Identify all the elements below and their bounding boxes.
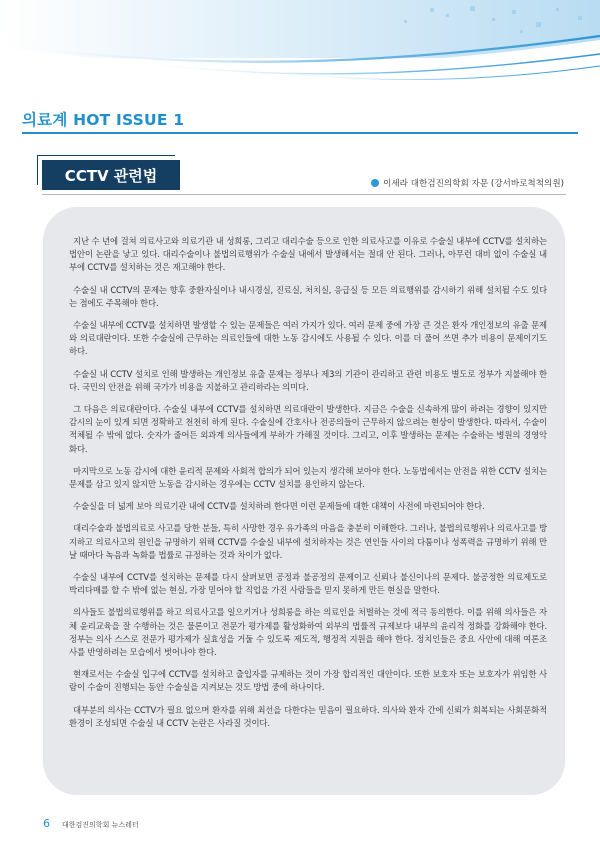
section-divider (22, 132, 578, 134)
article-title: CCTV 관련법 (42, 160, 180, 190)
page-number: 6 (43, 817, 50, 830)
paragraph: 수술실 내 CCTV의 문제는 향후 중환자실이나 내시경실, 진료실, 처치실, 응급실 등 모든 의료행위를 감시하기 위해 설치될 수도 있다는 점에도 주목해야 한다. (69, 284, 547, 308)
paragraph: 수술실을 더 넓게 보아 의료기관 내에 CCTV를 설치하려 한다면 이런 문제들에 대한 대책이 사전에 마련되어야 한다. (73, 501, 485, 512)
paragraph: 수술실 내부에 CCTV를 설치하면 발생할 수 있는 문제들은 여러 가지가 있다. 여러 문제 중에 가장 큰 것은 환자 개인정보의 유출 문제와 의료대란이다. 또한 수술실에 근무하는 의료인들에 대한 노동 감시에도 사용될 수 있다. 이를 더 풀어 쓰면 추가 비용이 문제이기도 하다. (69, 320, 547, 357)
section-title: 의료계 HOT ISSUE 1 (22, 111, 185, 129)
paragraph: 의사들도 불법의료행위를 하고 의료사고를 일으키거나 성희롱을 하는 의료인을 처벌하는 것에 적극 동의한다. 이를 위해 의사들은 자체 윤리교육을 잘 수행하는 것은 물론이고 전문가 평가제를 활성화하여 외부의 법률적 규제보다 내부의 윤리적 정화를 강화해야 한다. 정부는 의사 스스로 전문가 평가제가 실효성을 거둘 수 있도록 제도적, 행정적 지원을 해야 한다. 정치인들은 중요 사안에 대해 여론조사를 반영하려는 모습에서 벗어나야 한다. (69, 607, 547, 658)
paragraph: 수술실 내부에 CCTV를 설치하는 문제를 다시 살펴보면 공정과 불공정의 문제이고 신뢰나 불신이나의 문제다. 불공정한 의료제도로 박리다매를 할 수 밖에 없는 현실, 가장 믿어야 할 직업을 가진 사람들을 믿지 못하게 만든 현실을 말한다. (69, 572, 547, 596)
title-divider (42, 194, 566, 195)
page-footer (43, 817, 139, 830)
publication-name: 대한검진의학회 뉴스레터 (62, 821, 139, 829)
paragraph: 현재로서는 수술실 입구에 CCTV를 설치하고 출입자를 규제하는 것이 가장 합리적인 대안이다. 또한 보호자 또는 보호자가 위임한 사람이 수술이 진행되는 동안 수술실을 지켜보는 것도 방법 중에 하나이다. (69, 669, 547, 693)
paragraph: 마지막으로 노동 감시에 대한 윤리적 문제와 사회적 합의가 되어 있는지 생각해 보아야 한다. 노동법에서는 안전을 위한 CCTV 설치는 문제를 삼고 있지 않지만 노동을 감시하는 경우에는 CCTV 설치를 용인하지 않는다. (69, 465, 547, 490)
paragraph: 그 다음은 의료대란이다. 수술실 내부에 CCTV를 설치하면 의료대란이 발생한다. 지금은 수술을 신속하게 많이 하려는 경향이 있지만 감시의 눈이 있게 되면 정확하고 천천히 하게 된다. 수술실에 간호사나 전공의들이 근무하지 않으려는 현상이 발생한다. 따라서, 수술이 적체될 수 밖에 없다. 숫자가 줄어든 외과계 의사들에게 부하가 가해질 것이다. 그리고, 이후 발생하는 문제는 수술하는 병원의 경영악화다. (69, 404, 547, 454)
article-body (69, 235, 547, 739)
paragraph: 대부분의 의사는 CCTV가 필요 없으며 환자를 위해 최선을 다한다는 믿음이 필요하다. 의사와 환자 간에 신뢰가 회복되는 사회문화적 환경이 조성되면 수술실 내 CCTV 논란은 사라질 것이다. (69, 704, 547, 728)
author-name: 이세라 대한검진의학회 자문 (강서바로척척의원) (383, 179, 564, 189)
header-decoration (0, 0, 600, 92)
bullet-icon (371, 179, 379, 187)
paragraph: 수술실 내 CCTV 설치로 인해 발생하는 개인정보 유출 문제는 정부나 제3의 기관이 관리하고 관련 비용도 별도로 정부가 지불해야 한다. 국민의 안전을 위해 국가가 비용을 지불하고 관리하라는 의미다. (69, 368, 547, 392)
paragraph: 대리수술과 불법의료로 사고를 당한 분들, 특히 사망한 경우 유가족의 마음을 충분히 이해한다. 그러나, 불법의료행위나 의료사고를 방지하고 의료사고의 원인을 규명하기 위해 CCTV를 수술실 내부에 설치하자는 것은 연인들 사이의 다툼이나 성폭력을 규명하기 위해 만날 때마다 녹음과 녹화를 법률로 규정하는 것과 차이가 없다. (69, 523, 547, 560)
author-line (371, 177, 564, 189)
wave-pattern-graphic (0, 0, 600, 92)
paragraph: 지난 수 년에 걸쳐 의료사고와 의료기관 내 성희롱, 그리고 대리수술 등으로 인한 의료사고를 이유로 수술실 내부에 CCTV를 설치하는 법안이 논란을 낳고 있다. 대리수술이나 불법의료행위가 수술실 내에서 발생해서는 절대 안 된다. 그러나, 아무런 대비 없이 수술실 내부에 CCTV를 설치하는 것은 재고해야 한다. (69, 236, 547, 273)
